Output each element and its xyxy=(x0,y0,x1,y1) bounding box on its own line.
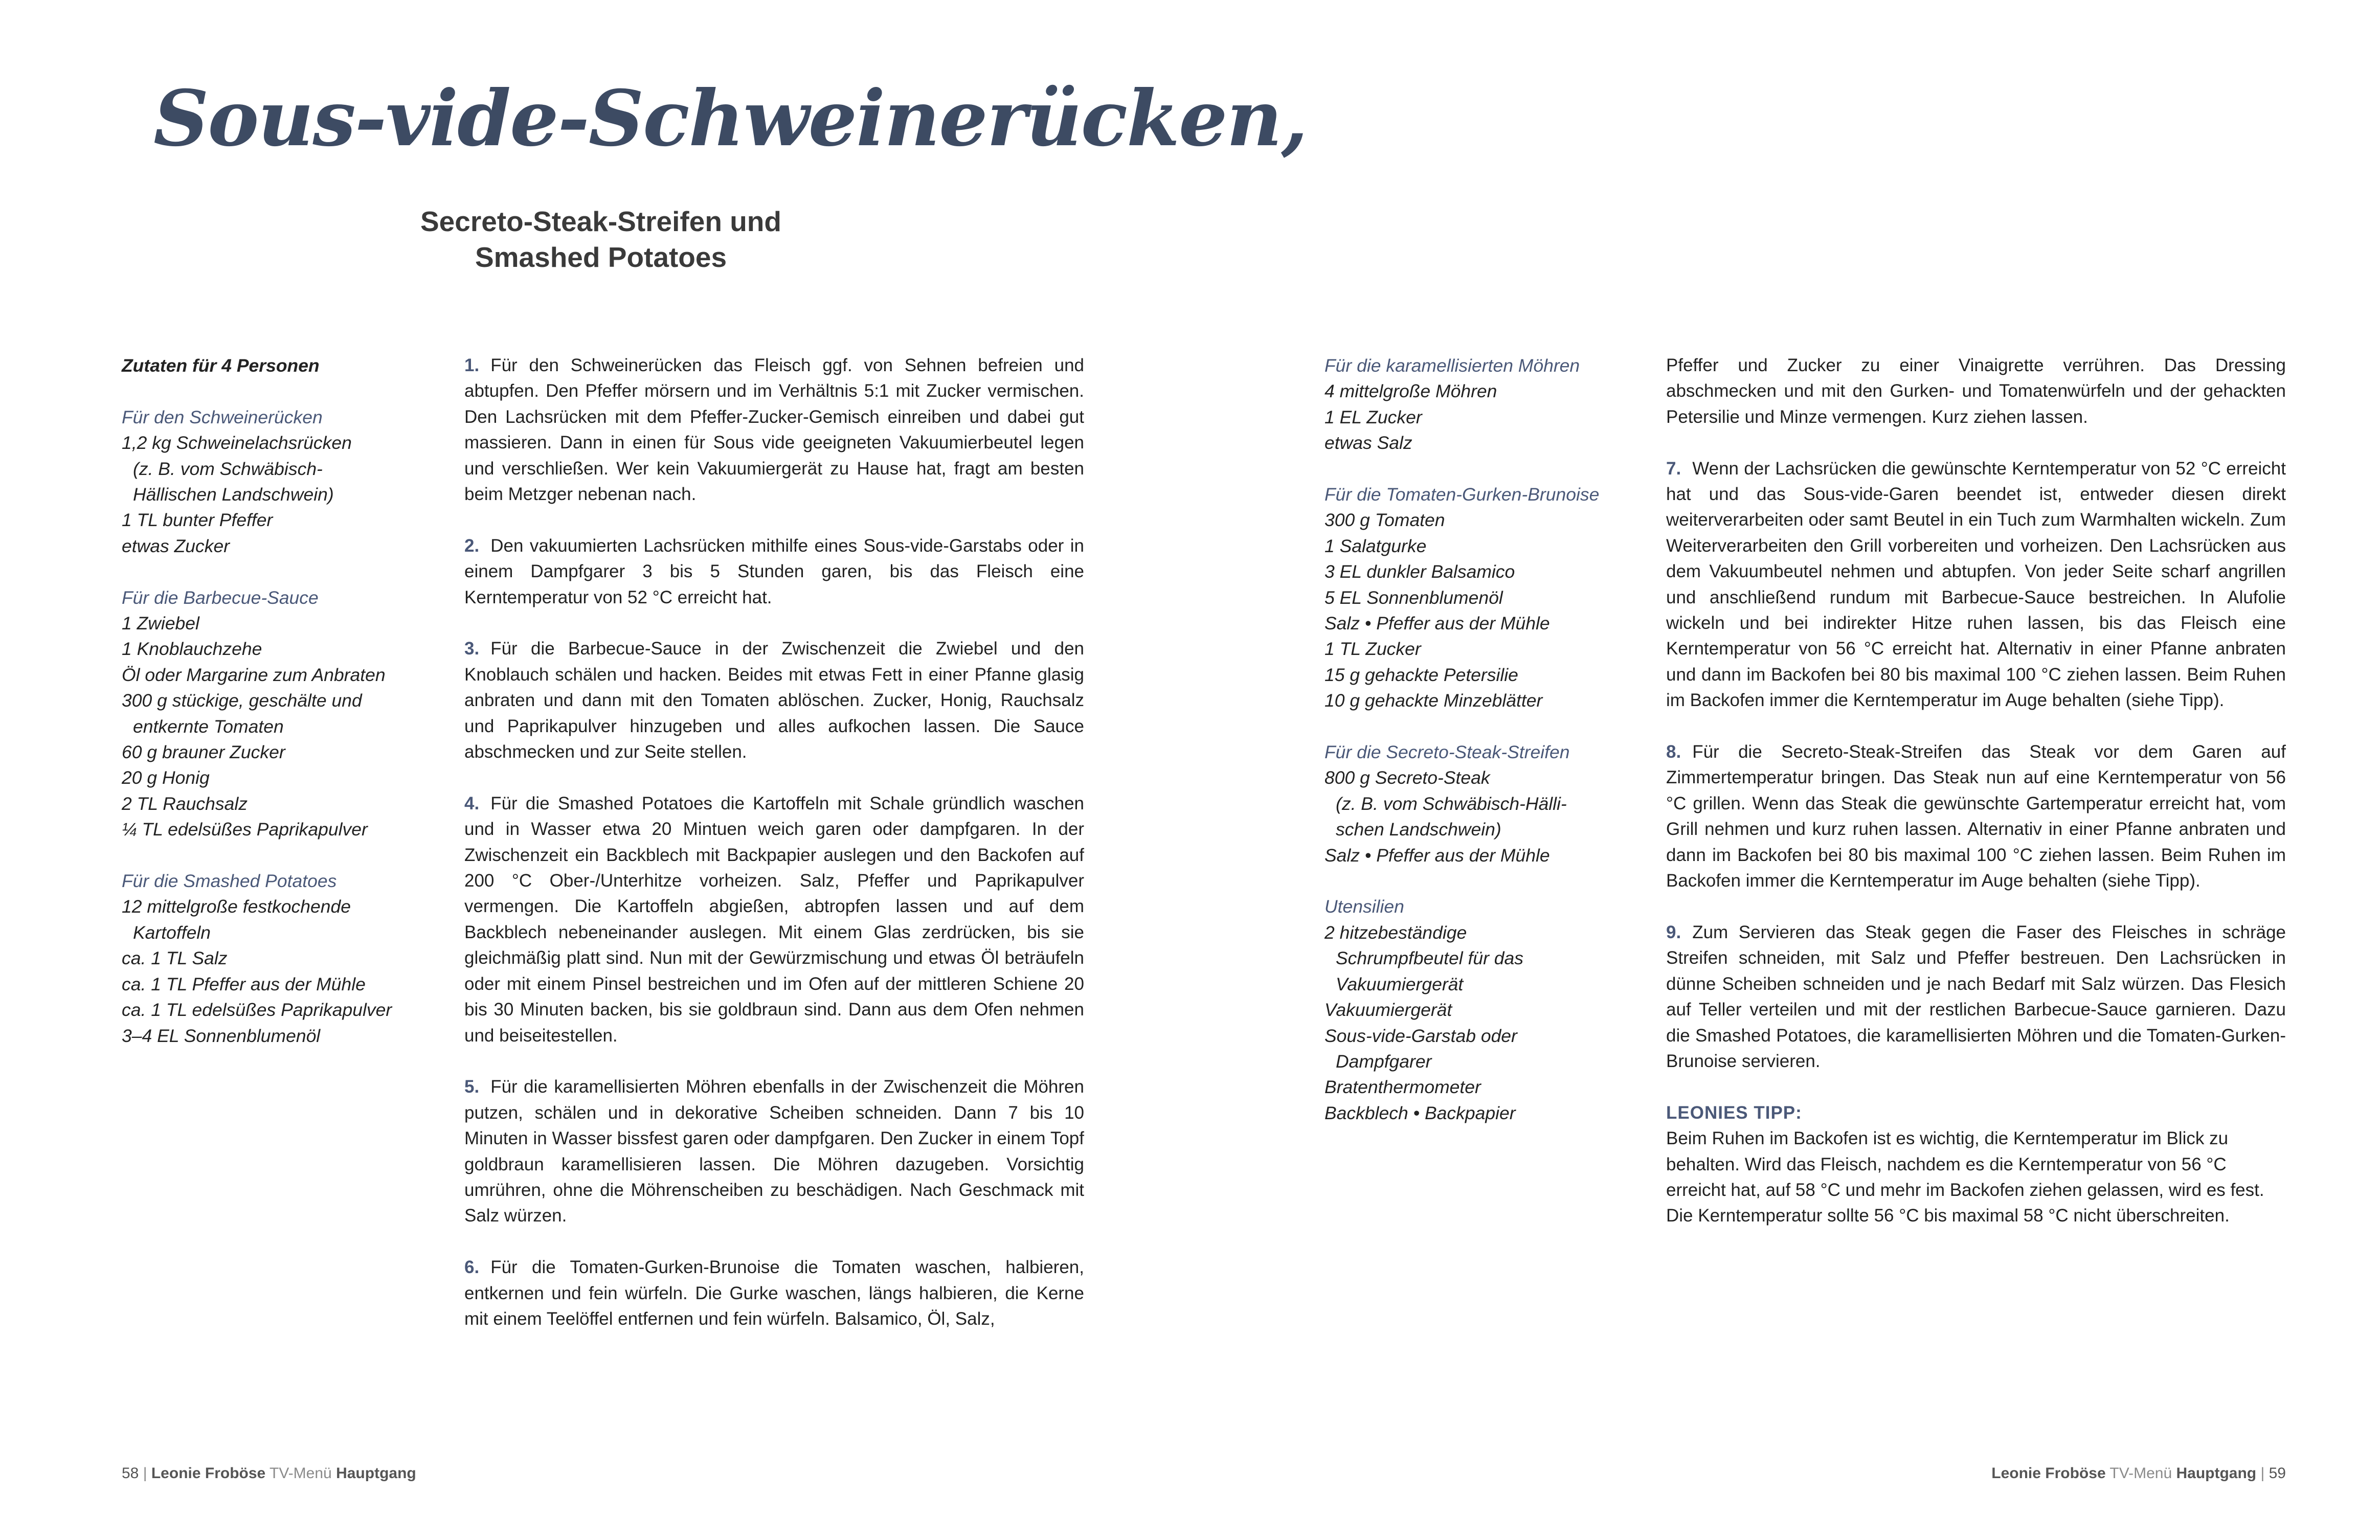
ingredient-item: 20 g Honig xyxy=(122,767,210,788)
ingredient-group-title: Für die Secreto-Steak-Streifen xyxy=(1324,742,1570,763)
footer-separator: | xyxy=(2260,1465,2265,1482)
footer-left xyxy=(122,1463,416,1484)
footer-author: Leonie Froböse xyxy=(1991,1465,2106,1482)
ingredient-item: ¼ TL edelsüßes Paprikapulver xyxy=(122,819,368,840)
subtitle-line-2: Smashed Potatoes xyxy=(475,241,727,273)
ingredient-item: ca. 1 TL Pfeffer aus der Mühle xyxy=(122,973,366,994)
ingredient-item: (z. B. vom Schwäbisch- xyxy=(133,458,323,479)
step-text: Für den Schweinerücken das Fleisch ggf. von Sehnen befreien und abtupfen. Den Pfeffer mörsern und im Verhältnis 5:1 mit Zucker vermischen. Den Lachsrücken mit dem Pfeffer-Zucker-Gemisch einreiben und dabei gut massieren. Dann in einen für Sous vide geeigneten Vakuumierbeutel legen und verschließen. Wer kein Vakuumiergerät zu Hause hat, fragt am besten beim Metzger nebenan nach. xyxy=(464,355,1084,505)
ingredient-item: 4 mittelgroße Möhren xyxy=(1324,381,1497,402)
ingredient-item: 3 EL dunkler Balsamico xyxy=(1324,561,1515,582)
step-number: 5. xyxy=(464,1077,480,1097)
ingredient-item: 3–4 EL Sonnenblumenöl xyxy=(122,1025,321,1046)
step-text: Wenn der Lachsrücken die gewünschte Kerntemperatur von 52 °C erreicht hat und das Sous-vide-Garen beendet ist, entweder diesen direkt weiterverarbeiten oder samt Beutel in ein Tuch zum Warmhalten wickeln. Zum Weiterverarbeiten den Grill vorbereiten und vorheizen. Den Lachsrücken aus dem Vakuumbeutel nehmen und abtupfen. Von jeder Seite scharf angrillen und anschließend rundum mit Barbecue-Sauce bestreichen. In Alufolie wickeln und bei indirekter Hitze ruhen lassen, bis das Fleisch eine Kerntemperatur von 56 °C erreicht hat. Alternativ in einer Pfanne anbraten und dann im Backofen bei 80 bis maximal 100 °C ziehen lassen. Beim Ruhen im Backofen immer die Kerntemperatur im Auge behalten (siehe Tipp). xyxy=(1666,458,2286,711)
instruction-continuation: Pfeffer und Zucker zu einer Vinaigrette verrühren. Das Dressing abschmecken und mit den Gurken- und Tomatenwürfeln und der gehackten Petersilie und Minze vermengen. Kurz ziehen lassen. xyxy=(1666,355,2286,427)
ingredient-item: 5 EL Sonnenblumenöl xyxy=(1324,587,1503,608)
ingredient-item: Schrumpfbeutel für das xyxy=(1336,948,1524,969)
ingredient-group-title: Für die Smashed Potatoes xyxy=(122,871,337,892)
ingredient-item: 1 TL Zucker xyxy=(1324,639,1421,660)
ingredient-item: 2 TL Rauchsalz xyxy=(122,793,248,814)
recipe-subtitle xyxy=(322,203,880,275)
instruction-step xyxy=(464,636,1084,765)
footer-separator: | xyxy=(143,1465,147,1482)
instruction-step xyxy=(464,533,1084,610)
step-number: 2. xyxy=(464,535,480,556)
ingredient-item: 10 g gehackte Minzeblätter xyxy=(1324,690,1543,711)
footer-section: Hauptgang xyxy=(336,1465,416,1482)
ingredient-item: Hällischen Landschwein) xyxy=(133,484,334,505)
ingredient-item: Sous-vide-Garstab oder xyxy=(1324,1025,1517,1046)
ingredient-item: schen Landschwein) xyxy=(1336,819,1501,840)
ingredient-item: 1 TL bunter Pfeffer xyxy=(122,510,273,531)
step-text: Den vakuumierten Lachsrücken mithilfe eines Sous-vide-Garstabs oder in einem Dampfgarer 3 bis 5 Stunden garen, bis das Fleisch eine Kerntemperatur von 52 °C erreicht hat. xyxy=(464,535,1084,607)
instruction-step xyxy=(1666,739,2286,894)
ingredient-item: Öl oder Margarine zum Anbraten xyxy=(122,664,386,685)
instruction-step xyxy=(464,353,1084,507)
recipe-title: Sous-vide-Schweinerücken, xyxy=(153,74,1307,164)
footer-right xyxy=(1991,1463,2286,1484)
instruction-step xyxy=(464,1074,1084,1229)
ingredient-item: 60 g brauner Zucker xyxy=(122,742,285,763)
instruction-step xyxy=(464,791,1084,1049)
ingredient-group-title: Für den Schweinerücken xyxy=(122,406,323,427)
instructions-left-column xyxy=(464,353,1084,1358)
page-number: 59 xyxy=(2269,1465,2286,1482)
instruction-step xyxy=(1666,920,2286,1074)
footer-section: Hauptgang xyxy=(2176,1465,2257,1482)
ingredient-item: 15 g gehackte Petersilie xyxy=(1324,664,1518,685)
ingredient-item: Dampfgarer xyxy=(1336,1051,1432,1072)
ingredient-item: Vakuumiergerät xyxy=(1336,973,1464,994)
ingredient-item: Vakuumiergerät xyxy=(1324,1000,1452,1021)
ingredients-left-column xyxy=(122,353,408,1049)
step-text: Zum Servieren das Steak gegen die Faser des Fleisches in schräge Streifen schneiden, mit Salz und Pfeffer bestreuen. Den Lachsrücken in dünne Scheiben schneiden und je nach Bedarf mit Salz würzen. Das Flesich auf Teller verteilen und mit der restlichen Barbecue-Sauce garnieren. Dazu die Smashed Potatoes, die karamellisierten Möhren und die Tomaten-Gurken-Brunoise servieren. xyxy=(1666,922,2286,1071)
step-text: Für die karamellisierten Möhren ebenfalls in der Zwischenzeit die Möhren putzen, schälen und in dekorative Scheiben schneiden. Dann 7 bis 10 Minuten in Wasser bissfest garen oder dampfgaren. Den Zucker in einem Topf goldbraun karamellisieren lassen. Die Möhren dazugeben. Vorsichtig umrühren, ohne die Möhrenscheiben zu beschädigen. Nach Geschmack mit Salz würzen. xyxy=(464,1077,1084,1226)
ingredients-right-column xyxy=(1324,353,1631,1126)
ingredient-group-title: Für die Barbecue-Sauce xyxy=(122,587,319,608)
ingredient-item: 1 Knoblauchzehe xyxy=(122,639,262,660)
step-text: Für die Barbecue-Sauce in der Zwischenzeit die Zwiebel und den Knoblauch schälen und hacken. Beides mit etwas Fett in einer Pfanne glasig anbraten und dann mit den Tomaten ablöschen. Zucker, Honig, Rauchsalz und Paprikapulver hinzugeben und alles aufkochen lassen. Die Sauce abschmecken und zur Seite stellen. xyxy=(464,639,1084,762)
ingredient-item: 1 Zwiebel xyxy=(122,613,199,634)
ingredient-item: 300 g Tomaten xyxy=(1324,510,1445,531)
page-number: 58 xyxy=(122,1465,139,1482)
ingredient-item: Kartoffeln xyxy=(133,922,211,943)
ingredient-group-title: Utensilien xyxy=(1324,896,1404,917)
ingredient-item: Bratenthermometer xyxy=(1324,1077,1481,1098)
subtitle-line-1: Secreto-Steak-Streifen und xyxy=(420,206,781,237)
step-number: 6. xyxy=(464,1257,480,1278)
ingredient-item: 300 g stückige, geschälte und xyxy=(122,690,362,711)
ingredient-item: etwas Zucker xyxy=(122,535,230,556)
ingredient-item: 12 mittelgroße festkochende xyxy=(122,896,351,917)
step-text: Für die Smashed Potatoes die Kartoffeln mit Schale gründlich waschen und in Wasser etwa 20 Mintuen weich garen oder dampfgaren. In der Zwischenzeit ein Backblech mit Backpapier auslegen und den Backofen auf 200 °C Ober-/Unterhitze vorheizen. Salz, Pfeffer und Paprikapulver vermengen. Die Kartoffeln abgießen, abtropfen lassen und auf dem Backblech nebeneinander auslegen. Mit einem Glas zerdrücken, bis sie gleichmäßig platt sind. Nun mit der Gewürzmischung und etwas Öl beträufeln oder mit einem Pinsel bestreichen und im Ofen auf der mittleren Schiene 20 bis 30 Minuten backen, bis sie goldbraun sind. Dann aus dem Ofen nehmen und beiseitestellen. xyxy=(464,793,1084,1046)
ingredient-item: Salz • Pfeffer aus der Mühle xyxy=(1324,845,1550,866)
step-number: 7. xyxy=(1666,458,1681,479)
ingredient-group-title: Für die Tomaten-Gurken-Brunoise xyxy=(1324,484,1600,505)
footer-series: TV-Menü xyxy=(2109,1465,2172,1482)
ingredient-item: Salz • Pfeffer aus der Mühle xyxy=(1324,613,1550,634)
ingredient-item: ca. 1 TL Salz xyxy=(122,948,228,969)
step-number: 4. xyxy=(464,793,480,813)
footer-author: Leonie Froböse xyxy=(151,1465,266,1482)
ingredient-item: 800 g Secreto-Steak xyxy=(1324,767,1490,788)
step-text: Für die Tomaten-Gurken-Brunoise die Tomaten waschen, halbieren, entkernen und fein würfeln. Die Gurke waschen, längs halbieren, die Kerne mit einem Teelöffel entfernen und fein würfeln. Balsamico, Öl, Salz, xyxy=(464,1257,1084,1329)
ingredient-item: 1 EL Zucker xyxy=(1324,406,1422,427)
step-text: Für die Secreto-Steak-Streifen das Steak vor dem Garen auf Zimmertemperatur bringen. Das Steak nun auf eine Kerntemperatur von 56 °C grillen. Wenn das Steak die gewünschte Gartemperatur erreicht hat, vom Grill nehmen und kurz ruhen lassen. Alternativ in einer Pfanne anbraten und dann im Backofen bei 80 bis maximal 100 °C ziehen lassen. Beim Ruhen im Backofen immer die Kerntemperatur im Auge behalten (siehe Tipp). xyxy=(1666,742,2286,891)
instruction-step xyxy=(464,1255,1084,1332)
step-number: 9. xyxy=(1666,922,1681,942)
tip-text: Beim Ruhen im Backofen ist es wichtig, die Kerntemperatur im Blick zu behalten. Wird das Fleisch, nachdem es die Kerntemperatur von 56 °C erreicht hat, auf 58 °C und mehr im Backofen ziehen gelassen, wird es fest. Die Kerntemperatur sollte 56 °C bis maximal 58 °C nicht überschreiten. xyxy=(1666,1128,2264,1226)
ingredient-item: 1 Salatgurke xyxy=(1324,535,1427,556)
step-number: 1. xyxy=(464,355,480,375)
ingredient-item: ca. 1 TL edelsüßes Paprikapulver xyxy=(122,1000,392,1021)
step-number: 3. xyxy=(464,639,480,659)
ingredient-item: (z. B. vom Schwäbisch-Hälli- xyxy=(1336,793,1567,814)
ingredient-item: 1,2 kg Schweinelachsrücken xyxy=(122,433,352,454)
step-number: 8. xyxy=(1666,742,1681,762)
ingredients-heading: Zutaten für 4 Personen xyxy=(122,355,320,376)
instructions-right-column xyxy=(1666,353,2286,1229)
tip-heading: LEONIES TIPP: xyxy=(1666,1102,1802,1123)
ingredient-item: 2 hitzebeständige xyxy=(1324,922,1467,943)
footer-series: TV-Menü xyxy=(270,1465,332,1482)
ingredient-item: Backblech • Backpapier xyxy=(1324,1102,1516,1123)
ingredient-item: etwas Salz xyxy=(1324,433,1412,454)
instruction-step xyxy=(1666,456,2286,714)
ingredient-group-title: Für die karamellisierten Möhren xyxy=(1324,355,1580,376)
ingredient-item: entkernte Tomaten xyxy=(133,716,284,737)
